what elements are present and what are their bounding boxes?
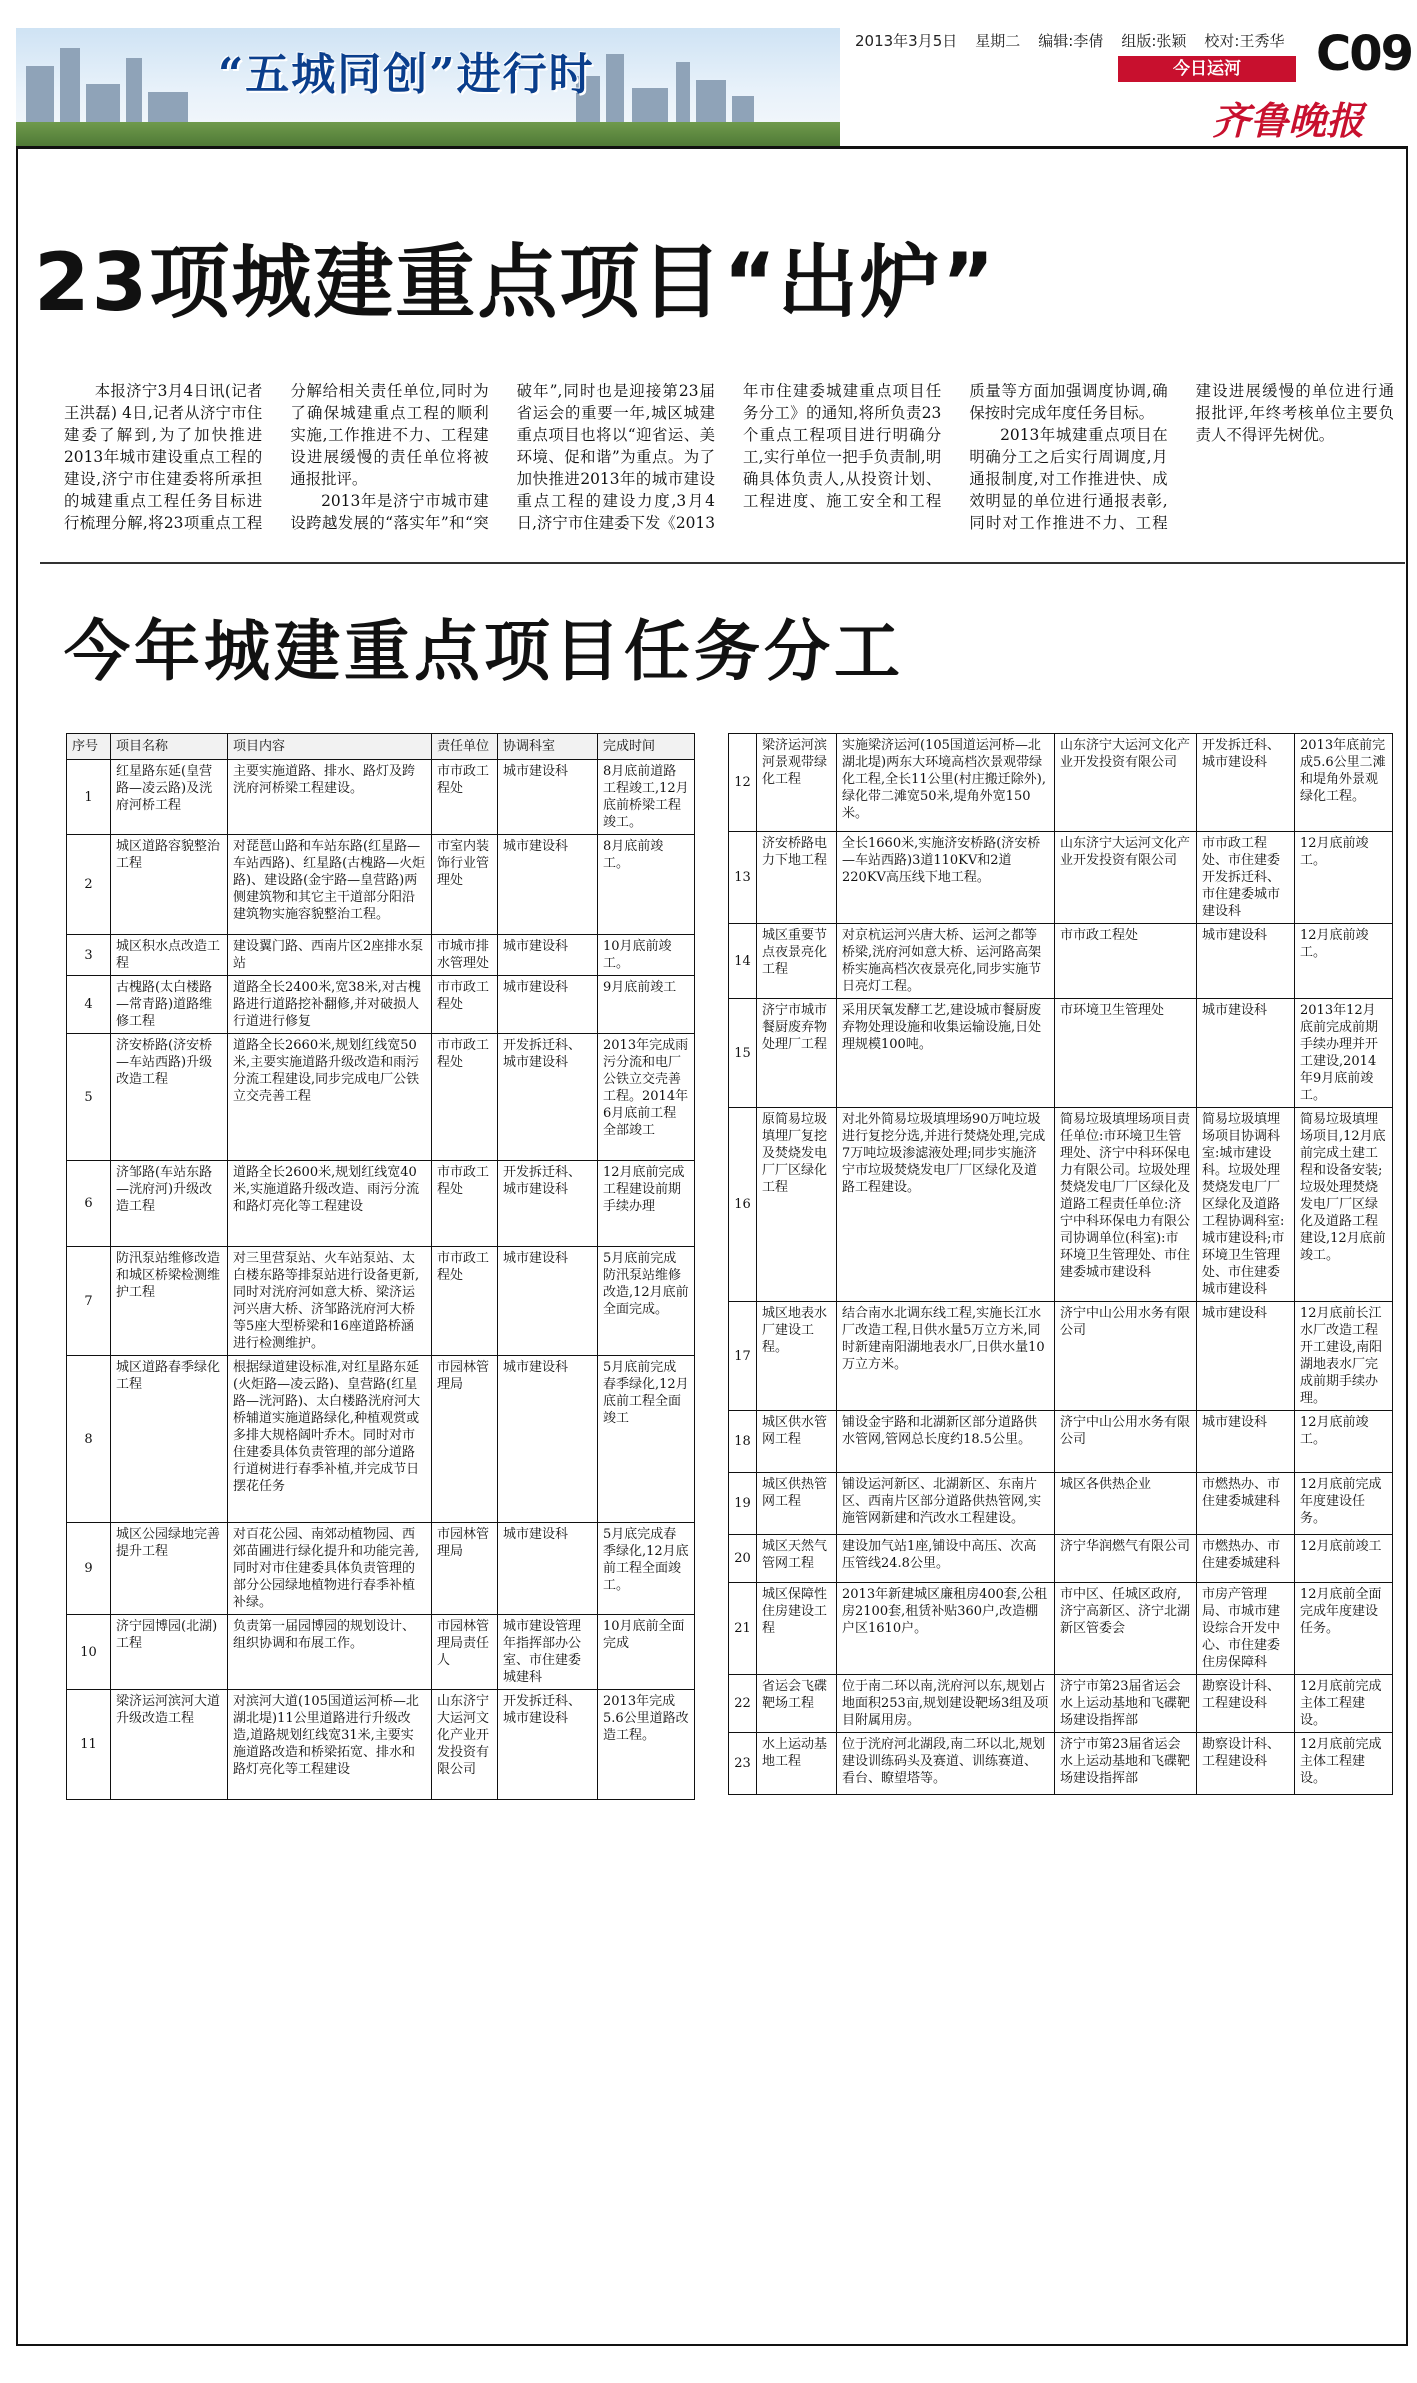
project-name: 城区供水管网工程 (757, 1411, 837, 1473)
coordinating-dept: 城市建设科 (1197, 1411, 1295, 1473)
sub-headline: 今年城建重点项目任务分工 (64, 613, 904, 690)
table-row (729, 1411, 1393, 1473)
table-row (729, 734, 1393, 832)
responsible-unit: 济宁中山公用水务有限公司 (1055, 1411, 1197, 1473)
responsible-unit: 市市政工程处 (432, 1161, 498, 1247)
project-name: 原简易垃圾填埋厂复挖及焚烧发电厂厂区绿化工程 (757, 1108, 837, 1302)
project-content: 全长1660米,实施济安桥路(济安桥—车站西路)3道110KV和2道220KV高压线下地工程。 (837, 832, 1055, 924)
project-name: 水上运动基地工程 (757, 1733, 837, 1795)
responsible-unit: 城区各供热企业 (1055, 1473, 1197, 1535)
project-content: 采用厌氧发酵工艺,建设城市餐厨废弃物处理设施和收集运输设施,日处理规模100吨。 (837, 999, 1055, 1108)
responsible-unit: 市市政工程处 (432, 976, 498, 1034)
col-header-content: 项目内容 (228, 734, 432, 760)
project-name: 济宁市城市餐厨废弃物处理厂工程 (757, 999, 837, 1108)
project-content: 铺设运河新区、北湖新区、东南片区、西南片区部分道路供热管网,实施管网新建和汽改水工程建设。 (837, 1473, 1055, 1535)
coordinating-dept: 开发拆迁科、城市建设科 (1197, 734, 1295, 832)
table-row (729, 1108, 1393, 1302)
coordinating-dept: 城市建设科 (498, 935, 598, 976)
article-paragraph: 2013年是济宁市城市建设跨越发展的“落实年”和“突破年”,同时也是迎接第23届省运会的重要一年,城区城建重点项目也将以“迎省运、美环境、促和谐”为重点。为了加快推进2013年的城市建设重点工程的建设力度,3月4日,济宁市住建委下发《2013年市住建委城建重点项目任务分工》的通知,将所负责23个重点工程项目进行明确分工,实行单位一把手负责制,明确具体负责人,从投资计划、工程进度、施工安全和工程质量等方面加强调度协调,确保按时完成年度任务目标。 (290, 382, 1168, 532)
project-content: 位于南二环以南,洸府河以东,规划占地面积253亩,规划建设靶场3组及项目附属用房。 (837, 1675, 1055, 1733)
coordinating-dept: 开发拆迁科、城市建设科 (498, 1034, 598, 1161)
responsible-unit: 市市政工程处 (1055, 924, 1197, 999)
project-name: 梁济运河滨河景观带绿化工程 (757, 734, 837, 832)
project-content: 道路全长2600米,规划红线宽40米,实施道路升级改造、雨污分流和路灯亮化等工程建设 (228, 1161, 432, 1247)
article-body (64, 380, 1394, 550)
main-headline: 23项城建重点项目“出炉” (34, 236, 997, 329)
coordinating-dept: 简易垃圾填埋场项目协调科室:城市建设科。垃圾处理焚烧发电厂厂区绿化及道路工程协调科室:城市建设科;市环境卫生管理处、市住建委城市建设科 (1197, 1108, 1295, 1302)
completion-time: 简易垃圾填埋场项目,12月底前完成土建工程和设备安装;垃圾处理焚烧发电厂厂区绿化及道路工程建设,12月底前竣工。 (1295, 1108, 1393, 1302)
coordinating-dept: 勘察设计科、工程建设科 (1197, 1733, 1295, 1795)
table-row (729, 1302, 1393, 1411)
responsible-unit: 市园林管理局 (432, 1523, 498, 1615)
coordinating-dept: 城市建设科 (498, 760, 598, 835)
coordinating-dept: 城市建设科 (1197, 1302, 1295, 1411)
responsible-unit: 市市政工程处 (432, 1247, 498, 1356)
project-content: 根据绿道建设标准,对红星路东延(火炬路—凌云路)、皇营路(红星路—洸河路)、太白楼路洸府河大桥辅道实施道路绿化,种植观赏或多排大规格阔叶乔木。同时对市住建委具体负责管理的部分道路行道树进行春季补植,并完成节日摆花任务 (228, 1356, 432, 1523)
completion-time: 12月底前竣工。 (1295, 832, 1393, 924)
row-number: 10 (67, 1615, 111, 1690)
project-name: 梁济运河滨河大道升级改造工程 (111, 1690, 228, 1800)
responsible-unit: 山东济宁大运河文化产业开发投资有限公司 (1055, 832, 1197, 924)
row-number: 17 (729, 1302, 757, 1411)
responsible-unit: 市中区、任城区政府,济宁高新区、济宁北湖新区管委会 (1055, 1583, 1197, 1675)
project-name: 城区道路容貌整治工程 (111, 835, 228, 935)
responsible-unit: 市环境卫生管理处 (1055, 999, 1197, 1108)
row-number: 19 (729, 1473, 757, 1535)
table-row (67, 1690, 695, 1800)
banner-title: “五城同创”进行时 (218, 49, 595, 100)
responsible-unit: 市园林管理局 (432, 1356, 498, 1523)
project-name: 城区天然气管网工程 (757, 1535, 837, 1583)
responsible-unit: 市市政工程处 (432, 1034, 498, 1161)
project-name: 城区积水点改造工程 (111, 935, 228, 976)
row-number: 16 (729, 1108, 757, 1302)
completion-time: 12月底前全面完成年度建设任务。 (1295, 1583, 1393, 1675)
table-row (729, 999, 1393, 1108)
designer-credit: 组版:张颖 (1121, 32, 1187, 50)
row-number: 5 (67, 1034, 111, 1161)
coordinating-dept: 市房产管理局、市城市建设综合开发中心、市住建委住房保障科 (1197, 1583, 1295, 1675)
coordinating-dept: 市市政工程处、市住建委开发拆迁科、市住建委城市建设科 (1197, 832, 1295, 924)
responsible-unit: 济宁华润燃气有限公司 (1055, 1535, 1197, 1583)
row-number: 7 (67, 1247, 111, 1356)
row-number: 20 (729, 1535, 757, 1583)
table-row (729, 924, 1393, 999)
row-number: 13 (729, 832, 757, 924)
table-row (67, 760, 695, 835)
project-content: 道路全长2660米,规划红线宽50米,主要实施道路升级改造和雨污分流工程建设,同步完成电厂公铁立交壳善工程 (228, 1034, 432, 1161)
row-number: 4 (67, 976, 111, 1034)
project-content: 建设翼门路、西南片区2座排水泵站 (228, 935, 432, 976)
section-badge: 今日运河 (1118, 56, 1296, 82)
project-content: 主要实施道路、排水、路灯及跨洸府河桥梁工程建设。 (228, 760, 432, 835)
row-number: 12 (729, 734, 757, 832)
completion-time: 12月底前完成主体工程建设。 (1295, 1733, 1393, 1795)
table-row (67, 976, 695, 1034)
project-name: 城区地表水厂建设工程。 (757, 1302, 837, 1411)
completion-time: 8月底前竣工。 (598, 835, 695, 935)
project-content: 对百花公园、南郊动植物园、西郊苗圃进行绿化提升和功能完善,同时对市住建委具体负责管理的部分公园绿地植物进行春季补植补绿。 (228, 1523, 432, 1615)
project-name: 红星路东延(皇营路—凌云路)及洸府河桥工程 (111, 760, 228, 835)
coordinating-dept: 城市建设科 (498, 1523, 598, 1615)
responsible-unit: 市城市排水管理处 (432, 935, 498, 976)
project-content: 对北外简易垃圾填埋场90万吨垃圾进行复挖分选,并进行焚烧处理,完成7万吨垃圾渗滤液处理;同步实施济宁市垃圾焚烧发电厂厂区绿化及道路工程建设。 (837, 1108, 1055, 1302)
task-table-left (66, 733, 695, 1800)
coordinating-dept: 市燃热办、市住建委城建科 (1197, 1473, 1295, 1535)
coordinating-dept: 城市建设科 (1197, 999, 1295, 1108)
coordinating-dept: 城市建设科 (498, 1247, 598, 1356)
coordinating-dept: 城市建设科 (498, 1356, 598, 1523)
completion-time: 12月底前竣工。 (1295, 924, 1393, 999)
project-content: 对京杭运河兴唐大桥、运河之都等桥梁,洸府河如意大桥、运河路高架桥实施高档次夜景亮化,同步实施节日亮灯工程。 (837, 924, 1055, 999)
table-row (67, 835, 695, 935)
header-meta (855, 30, 1295, 51)
divider (40, 562, 1405, 564)
coordinating-dept: 城市建设科 (1197, 924, 1295, 999)
row-number: 22 (729, 1675, 757, 1733)
completion-time: 10月底前全面完成 (598, 1615, 695, 1690)
responsible-unit: 市园林管理局责任人 (432, 1615, 498, 1690)
project-content: 建设加气站1座,铺设中高压、次高压管线24.8公里。 (837, 1535, 1055, 1583)
completion-time: 9月底前竣工 (598, 976, 695, 1034)
project-content: 对琵琶山路和车站东路(红星路—车站西路)、红星路(古槐路—火炬路)、建设路(金宇路—皇营路)两侧建筑物和其它主干道部分阳沿建筑物实施容貌整治工程。 (228, 835, 432, 935)
responsible-unit: 山东济宁大运河文化产业开发投资有限公司 (1055, 734, 1197, 832)
table-row (729, 832, 1393, 924)
responsible-unit: 市室内装饰行业管理处 (432, 835, 498, 935)
col-header-unit: 责任单位 (432, 734, 498, 760)
project-content: 2013年新建城区廉租房400套,公租房2100套,租赁补贴360户,改造棚户区1610户。 (837, 1583, 1055, 1675)
table-row (729, 1583, 1393, 1675)
project-name: 济宁园博园(北湖)工程 (111, 1615, 228, 1690)
project-name: 城区道路春季绿化工程 (111, 1356, 228, 1523)
project-name: 省运会飞碟靶场工程 (757, 1675, 837, 1733)
responsible-unit: 济宁中山公用水务有限公司 (1055, 1302, 1197, 1411)
table-row (729, 1535, 1393, 1583)
coordinating-dept: 勘察设计科、工程建设科 (1197, 1675, 1295, 1733)
project-content: 对三里营泵站、火车站泵站、太白楼东路等排泵站进行设备更新,同时对洸府河如意大桥、梁济运河兴唐大桥、济邹路洸府河大桥等5座大型桥梁和16座道路桥涵进行检测维护。 (228, 1247, 432, 1356)
project-content: 实施梁济运河(105国道运河桥—北湖北堤)两东大环境高档次景观带绿化工程,全长11公里(村庄搬迁除外),绿化带二滩宽50米,堤角外宽150米。 (837, 734, 1055, 832)
row-number: 18 (729, 1411, 757, 1473)
page-number: C09 (1316, 26, 1413, 82)
responsible-unit: 市市政工程处 (432, 760, 498, 835)
table-row (67, 1523, 695, 1615)
row-number: 14 (729, 924, 757, 999)
project-content: 结合南水北调东线工程,实施长江水厂改造工程,日供水量5万立方米,同时新建南阳湖地表水厂,日供水量10万立方米。 (837, 1302, 1055, 1411)
completion-time: 12月底前完成工程建设前期手续办理 (598, 1161, 695, 1247)
completion-time: 2013年12月底前完成前期手续办理并开工建设,2014年9月底前竣工。 (1295, 999, 1393, 1108)
col-header-no: 序号 (67, 734, 111, 760)
issue-date: 2013年3月5日 (855, 32, 958, 50)
project-content: 对滨河大道(105国道运河桥—北湖北堤)11公里道路进行升级改造,道路规划红线宽31米,主要实施道路改造和桥梁拓宽、排水和路灯亮化等工程建设 (228, 1690, 432, 1800)
row-number: 8 (67, 1356, 111, 1523)
project-name: 济邹路(车站东路—洸府河)升级改造工程 (111, 1161, 228, 1247)
completion-time: 2013年底前完成5.6公里二滩和堤角外景观绿化工程。 (1295, 734, 1393, 832)
responsible-unit: 济宁市第23届省运会水上运动基地和飞碟靶场建设指挥部 (1055, 1675, 1197, 1733)
row-number: 9 (67, 1523, 111, 1615)
project-name: 古槐路(太白楼路—常青路)道路维修工程 (111, 976, 228, 1034)
row-number: 11 (67, 1690, 111, 1800)
table-row (729, 1675, 1393, 1733)
article-paragraph: 2013年城建重点项目在明确分工之后实行周调度,月通报制度,对工作推进快、成效明显的单位进行通报表彰,同时对工作推进不力、工程建设进展缓慢的单位进行通报批评,年终考核单位主要负责人不得评先树优。 (969, 382, 1394, 532)
proofreader-credit: 校对:王秀华 (1204, 32, 1285, 50)
coordinating-dept: 市燃热办、市住建委城建科 (1197, 1535, 1295, 1583)
project-name: 城区公园绿地完善提升工程 (111, 1523, 228, 1615)
completion-time: 12月底前竣工 (1295, 1535, 1393, 1583)
responsible-unit: 简易垃圾填埋场项目责任单位:市环境卫生管理处、济宁中科环保电力有限公司。垃圾处理焚烧发电厂厂区绿化及道路工程责任单位:济宁中科环保电力有限公司协调单位(科室):市环境卫生管理处、市住建委城市建设科 (1055, 1108, 1197, 1302)
table-row (67, 1356, 695, 1523)
responsible-unit: 山东济宁大运河文化产业开发投资有限公司 (432, 1690, 498, 1800)
coordinating-dept: 城市建设科 (498, 835, 598, 935)
project-content: 道路全长2400米,宽38米,对古槐路进行道路挖补翻修,并对破损人行道进行修复 (228, 976, 432, 1034)
article-paragraph: 本报济宁3月4日讯(记者 王洪磊) 4日,记者从济宁市住建委了解到,为了加快推进2013年城市建设重点工程的建设,济宁市住建委将所承担的城建重点工程任务目标进行梳理分解,将23项重点工程分解给相关责任单位,同时为了确保城建重点工程的顺利实施,工作推进不力、工程建设进展缓慢的责任单位将被通报批评。 (64, 382, 489, 532)
row-number: 21 (729, 1583, 757, 1675)
editor-credit: 编辑:李倩 (1038, 32, 1104, 50)
row-number: 3 (67, 935, 111, 976)
project-name: 城区保障性住房建设工程 (757, 1583, 837, 1675)
coordinating-dept: 开发拆迁科、城市建设科 (498, 1690, 598, 1800)
col-header-dept: 协调科室 (498, 734, 598, 760)
newspaper-logo: 齐鲁晚报 (1212, 98, 1365, 143)
row-number: 23 (729, 1733, 757, 1795)
completion-time: 8月底前道路工程竣工,12月底前桥梁工程竣工。 (598, 760, 695, 835)
responsible-unit: 济宁市第23届省运会水上运动基地和飞碟靶场建设指挥部 (1055, 1733, 1197, 1795)
table-row (67, 935, 695, 976)
table-row (67, 1034, 695, 1161)
issue-weekday: 星期二 (975, 32, 1021, 50)
completion-time: 10月底前竣工。 (598, 935, 695, 976)
completion-time: 12月底前竣工。 (1295, 1411, 1393, 1473)
completion-time: 5月底完成春季绿化,12月底前工程全面竣工。 (598, 1523, 695, 1615)
completion-time: 5月底前完成春季绿化,12月底前工程全面竣工 (598, 1356, 695, 1523)
task-table-right (728, 733, 1393, 1795)
completion-time: 2013年完成雨污分流和电厂公铁立交壳善工程。2014年6月底前工程全部竣工 (598, 1034, 695, 1161)
row-number: 15 (729, 999, 757, 1108)
project-name: 城区供热管网工程 (757, 1473, 837, 1535)
row-number: 6 (67, 1161, 111, 1247)
project-name: 城区重要节点夜景亮化工程 (757, 924, 837, 999)
table-row (67, 1161, 695, 1247)
project-name: 防汛泵站维修改造和城区桥梁检测维护工程 (111, 1247, 228, 1356)
project-content: 位于洸府河北湖段,南二环以北,规划建设训练码头及赛道、训练赛道、看台、瞭望塔等。 (837, 1733, 1055, 1795)
table-row (67, 1615, 695, 1690)
coordinating-dept: 城市建设科 (498, 976, 598, 1034)
col-header-name: 项目名称 (111, 734, 228, 760)
project-content: 负责第一届园博园的规划设计、组织协调和布展工作。 (228, 1615, 432, 1690)
coordinating-dept: 开发拆迁科、城市建设科 (498, 1161, 598, 1247)
completion-time: 12月底前完成年度建设任务。 (1295, 1473, 1393, 1535)
row-number: 2 (67, 835, 111, 935)
project-name: 济安桥路电力下地工程 (757, 832, 837, 924)
table-row (729, 1473, 1393, 1535)
coordinating-dept: 城市建设管理年指挥部办公室、市住建委城建科 (498, 1615, 598, 1690)
table-row (729, 1733, 1393, 1795)
completion-time: 12月底前长江水厂改造工程开工建设,南阳湖地表水厂完成前期手续办理。 (1295, 1302, 1393, 1411)
completion-time: 2013年完成5.6公里道路改造工程。 (598, 1690, 695, 1800)
completion-time: 5月底前完成防汛泵站维修改造,12月底前全面完成。 (598, 1247, 695, 1356)
completion-time: 12月底前完成主体工程建设。 (1295, 1675, 1393, 1733)
row-number: 1 (67, 760, 111, 835)
project-name: 济安桥路(济安桥—车站西路)升级改造工程 (111, 1034, 228, 1161)
col-header-time: 完成时间 (598, 734, 695, 760)
table-row (67, 1247, 695, 1356)
project-content: 铺设金宇路和北湖新区部分道路供水管网,管网总长度约18.5公里。 (837, 1411, 1055, 1473)
bottom-rule (0, 2368, 1417, 2383)
